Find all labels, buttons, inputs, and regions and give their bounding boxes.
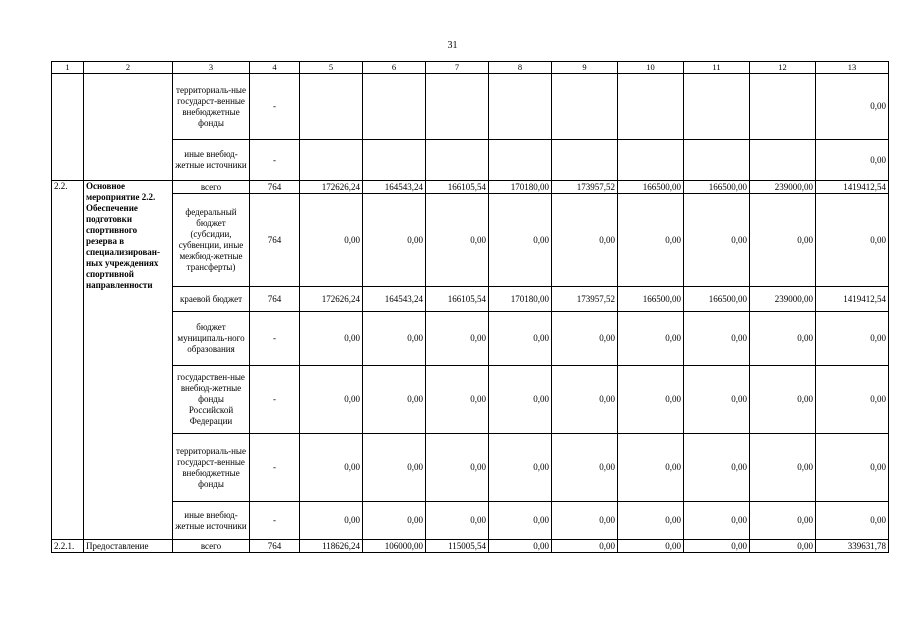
value-cell: 0,00 <box>426 366 489 434</box>
value-cell: 0,00 <box>684 434 750 502</box>
code-cell: - <box>250 434 300 502</box>
value-cell: 0,00 <box>426 434 489 502</box>
table-row <box>52 287 889 312</box>
value-cell: 0,00 <box>618 194 684 287</box>
value-cell: 166500,00 <box>684 181 750 194</box>
value-cell: 0,00 <box>489 540 552 553</box>
value-cell: 106000,00 <box>363 540 426 553</box>
budget-table <box>51 61 889 553</box>
empty-cell <box>84 74 173 181</box>
value-cell <box>426 140 489 181</box>
total-cell: 1419412,54 <box>816 181 889 194</box>
value-cell: 0,00 <box>552 540 618 553</box>
value-cell <box>363 74 426 140</box>
value-cell: 0,00 <box>426 194 489 287</box>
value-cell: 0,00 <box>300 502 363 540</box>
header-cell: 13 <box>816 62 889 74</box>
header-cell: 2 <box>84 62 173 74</box>
header-cell: 1 <box>52 62 84 74</box>
value-cell: 0,00 <box>684 540 750 553</box>
total-cell: 0,00 <box>816 140 889 181</box>
code-cell: - <box>250 312 300 366</box>
value-cell <box>489 74 552 140</box>
table-row <box>52 181 889 194</box>
value-cell: 0,00 <box>489 502 552 540</box>
value-cell: 239000,00 <box>750 287 816 312</box>
value-cell <box>300 74 363 140</box>
value-cell: 0,00 <box>750 194 816 287</box>
value-cell: 0,00 <box>618 502 684 540</box>
value-cell: 0,00 <box>489 434 552 502</box>
table-row <box>52 194 889 287</box>
value-cell: 0,00 <box>684 502 750 540</box>
value-cell: 0,00 <box>552 366 618 434</box>
total-cell: 0,00 <box>816 502 889 540</box>
value-cell: 0,00 <box>300 312 363 366</box>
header-cell: 8 <box>489 62 552 74</box>
value-cell: 0,00 <box>618 366 684 434</box>
value-cell <box>750 74 816 140</box>
funding-source: территориаль-ные государст-венные внебюджетные фонды <box>173 74 250 140</box>
item-number: 2.2.1. <box>52 540 84 553</box>
table-row <box>52 434 889 502</box>
code-cell: - <box>250 502 300 540</box>
funding-source: федеральный бюджет (субсидии, субвенции, иные межбюд-жетные трансферты) <box>173 194 250 287</box>
value-cell <box>489 140 552 181</box>
code-cell: 764 <box>250 287 300 312</box>
page-number: 31 <box>447 40 458 51</box>
value-cell <box>363 140 426 181</box>
value-cell: 173957,52 <box>552 287 618 312</box>
total-cell: 1419412,54 <box>816 287 889 312</box>
item-name: Основное мероприятие 2.2. Обеспечение подготовки спортивного резерва в специализирован-ных учреждениях спортивной направленности <box>84 181 173 540</box>
header-cell: 3 <box>173 62 250 74</box>
value-cell: 0,00 <box>684 312 750 366</box>
header-cell: 11 <box>684 62 750 74</box>
value-cell: 0,00 <box>618 540 684 553</box>
total-cell: 0,00 <box>816 74 889 140</box>
value-cell: 0,00 <box>750 502 816 540</box>
empty-cell <box>52 74 84 181</box>
value-cell <box>552 74 618 140</box>
code-cell: 764 <box>250 181 300 194</box>
funding-source: всего <box>173 181 250 194</box>
value-cell: 164543,24 <box>363 287 426 312</box>
value-cell: 0,00 <box>363 502 426 540</box>
value-cell: 0,00 <box>618 312 684 366</box>
code-cell: 764 <box>250 540 300 553</box>
value-cell: 0,00 <box>363 194 426 287</box>
value-cell: 0,00 <box>300 194 363 287</box>
total-cell: 0,00 <box>816 194 889 287</box>
table-row <box>52 502 889 540</box>
header-cell: 10 <box>618 62 684 74</box>
value-cell <box>426 74 489 140</box>
value-cell: 0,00 <box>750 366 816 434</box>
value-cell: 0,00 <box>618 434 684 502</box>
value-cell: 172626,24 <box>300 181 363 194</box>
table-row <box>52 366 889 434</box>
table-row <box>52 312 889 366</box>
value-cell: 0,00 <box>489 312 552 366</box>
value-cell: 0,00 <box>363 434 426 502</box>
value-cell: 0,00 <box>684 194 750 287</box>
code-cell: - <box>250 74 300 140</box>
value-cell: 0,00 <box>300 366 363 434</box>
header-cell: 5 <box>300 62 363 74</box>
value-cell: 173957,52 <box>552 181 618 194</box>
value-cell: 239000,00 <box>750 181 816 194</box>
value-cell: 170180,00 <box>489 181 552 194</box>
code-cell: - <box>250 366 300 434</box>
value-cell: 166500,00 <box>618 181 684 194</box>
header-cell: 9 <box>552 62 618 74</box>
value-cell: 0,00 <box>426 312 489 366</box>
funding-source: территориаль-ные государст-венные внебюджетные фонды <box>173 434 250 502</box>
total-cell: 0,00 <box>816 434 889 502</box>
value-cell: 0,00 <box>300 434 363 502</box>
value-cell: 0,00 <box>552 312 618 366</box>
value-cell: 0,00 <box>489 194 552 287</box>
value-cell: 0,00 <box>552 194 618 287</box>
table-row <box>52 540 889 553</box>
header-cell: 7 <box>426 62 489 74</box>
code-cell: - <box>250 140 300 181</box>
header-cell: 6 <box>363 62 426 74</box>
funding-source: бюджет муниципаль-ного образования <box>173 312 250 366</box>
value-cell: 118626,24 <box>300 540 363 553</box>
total-cell: 0,00 <box>816 366 889 434</box>
funding-source: всего <box>173 540 250 553</box>
item-name: Предоставление <box>84 540 173 553</box>
value-cell: 0,00 <box>426 502 489 540</box>
value-cell: 0,00 <box>750 312 816 366</box>
value-cell: 172626,24 <box>300 287 363 312</box>
value-cell: 0,00 <box>750 434 816 502</box>
value-cell <box>684 74 750 140</box>
funding-source: государствен-ные внебюд-жетные фонды Российской Федерации <box>173 366 250 434</box>
value-cell: 166105,54 <box>426 287 489 312</box>
funding-source: краевой бюджет <box>173 287 250 312</box>
value-cell: 164543,24 <box>363 181 426 194</box>
value-cell <box>552 140 618 181</box>
value-cell <box>300 140 363 181</box>
value-cell: 166500,00 <box>684 287 750 312</box>
value-cell <box>618 140 684 181</box>
value-cell <box>618 74 684 140</box>
header-cell: 4 <box>250 62 300 74</box>
value-cell: 0,00 <box>363 366 426 434</box>
funding-source: иные внебюд-жетные источники <box>173 140 250 181</box>
value-cell: 0,00 <box>552 434 618 502</box>
value-cell: 166500,00 <box>618 287 684 312</box>
value-cell: 170180,00 <box>489 287 552 312</box>
item-number: 2.2. <box>52 181 84 540</box>
value-cell: 166105,54 <box>426 181 489 194</box>
table-row <box>52 140 889 181</box>
value-cell: 0,00 <box>552 502 618 540</box>
funding-source: иные внебюд-жетные источники <box>173 502 250 540</box>
header-cell: 12 <box>750 62 816 74</box>
value-cell: 0,00 <box>489 366 552 434</box>
value-cell: 115005,54 <box>426 540 489 553</box>
table-row <box>52 74 889 140</box>
header-row <box>52 62 889 74</box>
value-cell: 0,00 <box>750 540 816 553</box>
value-cell <box>750 140 816 181</box>
value-cell: 0,00 <box>363 312 426 366</box>
total-cell: 339631,78 <box>816 540 889 553</box>
code-cell: 764 <box>250 194 300 287</box>
total-cell: 0,00 <box>816 312 889 366</box>
value-cell: 0,00 <box>684 366 750 434</box>
value-cell <box>684 140 750 181</box>
